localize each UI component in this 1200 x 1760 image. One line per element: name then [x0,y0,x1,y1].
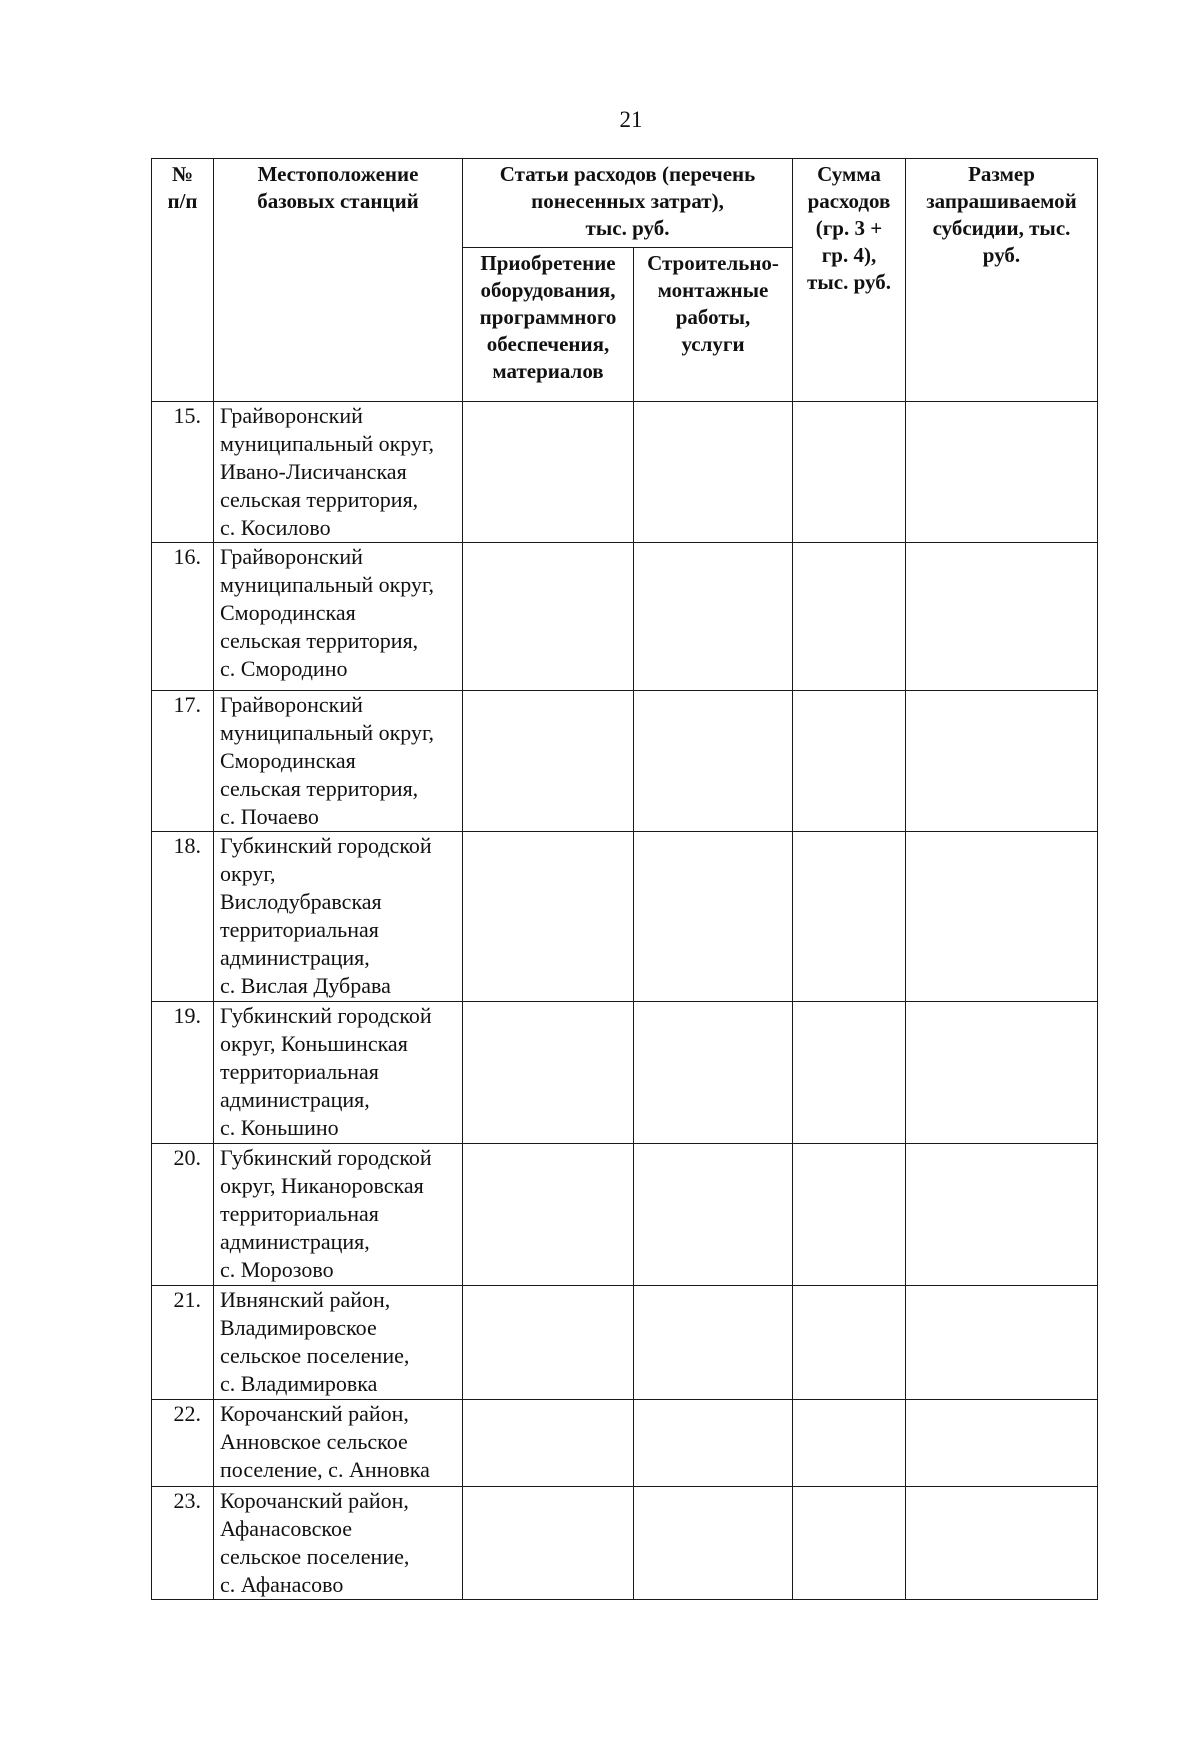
cell-equipment [463,543,634,691]
cell-equipment [463,402,634,543]
cell-subsidy [906,402,1098,543]
table-row [152,543,1098,691]
header-expenses-group: Статьи расходов (перечень понесенных затрат), тыс. руб. [463,159,793,248]
header-subsidy: Размер запрашиваемой субсидии, тыс. руб. [906,159,1098,402]
cell-subsidy [906,1487,1098,1600]
cell-equipment [463,832,634,1002]
header-total: Сумма расходов (гр. 3 + гр. 4), тыс. руб. [793,159,906,402]
table-row [152,402,1098,543]
cell-total [793,691,906,832]
cell-subsidy [906,1002,1098,1144]
cell-construction [634,1144,793,1286]
row-location: Губкинский городской округ, Коньшинская территориальная администрация, с. Коньшино [214,1002,463,1144]
cell-total [793,1400,906,1487]
row-location: Грайворонский муниципальный округ, Смородинская сельская территория, с. Смородино [214,543,463,691]
row-number: 16. [152,543,214,691]
cell-construction [634,1286,793,1400]
cell-total [793,402,906,543]
table-row [152,691,1098,832]
row-location: Губкинский городской округ, Вислодубравская территориальная администрация, с. Вислая Дубрава [214,832,463,1002]
cell-equipment [463,1286,634,1400]
cell-total [793,1002,906,1144]
row-location: Ивнянский район, Владимировское сельское поселение, с. Владимировка [214,1286,463,1400]
row-location: Корочанский район, Афанасовское сельское поселение, с. Афанасово [214,1487,463,1600]
header-construction: Строительно- монтажные работы, услуги [634,248,793,402]
table-row [152,1002,1098,1144]
cell-equipment [463,1144,634,1286]
cell-construction [634,402,793,543]
cell-subsidy [906,543,1098,691]
subsidy-table [151,158,1098,1600]
row-location: Грайворонский муниципальный округ, Ивано-Лисичанская сельская территория, с. Косилово [214,402,463,543]
row-number: 20. [152,1144,214,1286]
row-number: 19. [152,1002,214,1144]
row-number: 15. [152,402,214,543]
cell-construction [634,691,793,832]
cell-total [793,543,906,691]
table-row [152,1286,1098,1400]
header-equipment: Приобретение оборудования, программного обеспечения, материалов [463,248,634,402]
cell-total [793,832,906,1002]
cell-construction [634,1002,793,1144]
cell-construction [634,543,793,691]
header-num: № п/п [152,159,214,402]
header-location: Местоположение базовых станций [214,159,463,402]
row-location: Губкинский городской округ, Никаноровская территориальная администрация, с. Морозово [214,1144,463,1286]
table-row [152,832,1098,1002]
table-row [152,1144,1098,1286]
cell-subsidy [906,1286,1098,1400]
cell-equipment [463,1002,634,1144]
row-number: 21. [152,1286,214,1400]
cell-equipment [463,1400,634,1487]
row-number: 23. [152,1487,214,1600]
cell-subsidy [906,1400,1098,1487]
row-number: 22. [152,1400,214,1487]
cell-total [793,1144,906,1286]
page-number: 21 [619,107,643,132]
cell-subsidy [906,1144,1098,1286]
row-location: Корочанский район, Анновское сельское поселение, с. Анновка [214,1400,463,1487]
cell-construction [634,832,793,1002]
row-number: 17. [152,691,214,832]
cell-subsidy [906,832,1098,1002]
cell-construction [634,1400,793,1487]
row-number: 18. [152,832,214,1002]
cell-equipment [463,1487,634,1600]
table-row [152,1400,1098,1487]
table-row [152,1487,1098,1600]
cell-equipment [463,691,634,832]
row-location: Грайворонский муниципальный округ, Смородинская сельская территория, с. Почаево [214,691,463,832]
cell-subsidy [906,691,1098,832]
cell-total [793,1487,906,1600]
cell-total [793,1286,906,1400]
cell-construction [634,1487,793,1600]
